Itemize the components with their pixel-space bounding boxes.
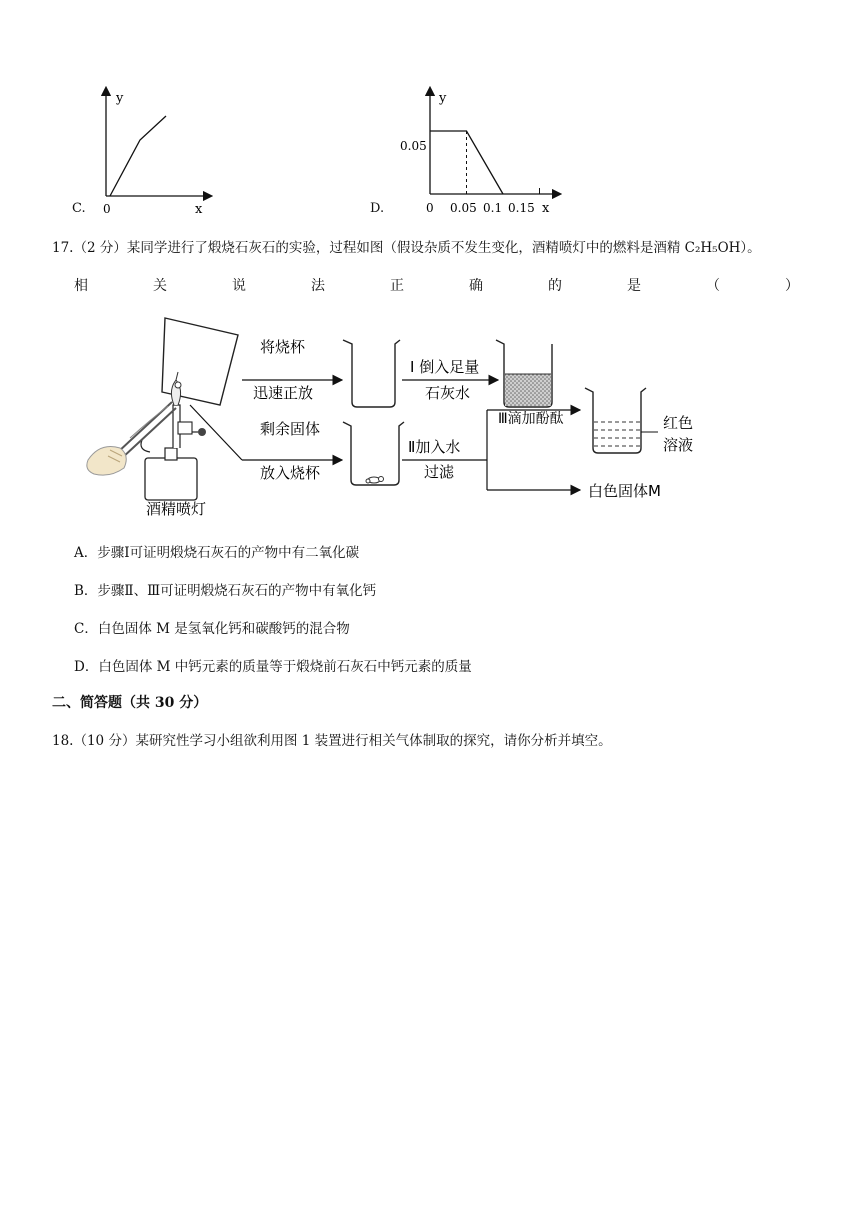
graph-c — [90, 85, 220, 220]
q17-answer-open-paren: （ — [706, 278, 720, 294]
q17-char: 确 — [469, 278, 483, 294]
q17-char: 关 — [153, 278, 167, 294]
label-white-solid: 白色固体M — [588, 482, 661, 500]
option-text: 白色固体 M 是氢氧化钙和碳酸钙的混合物 — [97, 621, 350, 637]
q17-answer-close-paren: ） — [785, 278, 799, 294]
q17-char: 正 — [390, 278, 404, 294]
graph-d — [395, 85, 565, 220]
empty-beaker — [343, 340, 400, 407]
q17-option-c[interactable] — [74, 617, 350, 637]
q17-char: 是 — [627, 278, 641, 294]
q17-char: 相 — [74, 278, 88, 294]
option-letter: D． — [74, 659, 99, 675]
q17-char: 说 — [232, 278, 246, 294]
option-text: 步骤Ⅱ、Ⅲ可证明煅烧石灰石的产物中有氧化钙 — [97, 583, 377, 599]
label-move-beaker: 将烧杯 — [260, 338, 306, 356]
label-step2: Ⅱ加入水 — [408, 438, 461, 456]
q17-stem-line1: 17.（2 分）某同学进行了煅烧石灰石的实验，过程如图（假设杂质不发生变化，酒精喷灯中的燃料是酒精 C₂H₅OH）。 — [52, 240, 761, 256]
q17-char: 法 — [311, 278, 325, 294]
label-step3: Ⅲ滴加酚酞 — [498, 411, 564, 427]
graph-c-origin: 0 — [103, 202, 111, 216]
label-red-2: 溶液 — [663, 436, 694, 454]
label-step1-b: 石灰水 — [425, 384, 471, 402]
graph-d-x-tick: 0.1 — [483, 201, 503, 215]
graph-c-x-label: x — [195, 202, 203, 217]
experiment-diagram — [80, 310, 720, 525]
label-red: 红色 — [663, 414, 694, 432]
label-move-beaker-2: 迅速正放 — [253, 384, 314, 402]
label-step1: Ⅰ 倒入足量 — [410, 358, 480, 376]
limewater-beaker — [496, 340, 552, 407]
graph-c-y-label: y — [116, 91, 124, 106]
q17-option-b[interactable] — [74, 579, 376, 599]
option-letter: B． — [74, 583, 98, 599]
graph-d-x-tick: 0.05 — [450, 201, 477, 215]
graph-d-x-tick: 0.15 — [508, 201, 535, 215]
filtrate-beaker — [585, 388, 646, 453]
graph-d-y-tick: 0.05 — [400, 139, 427, 153]
option-c-letter: C. — [72, 201, 86, 216]
label-alcohol-lamp: 酒精喷灯 — [146, 500, 207, 518]
label-step2-b: 过滤 — [424, 463, 455, 481]
residue-beaker — [343, 422, 404, 485]
q17-stem-line2 — [74, 276, 799, 296]
label-residue-2: 放入烧杯 — [260, 464, 321, 482]
q17-char: 的 — [548, 278, 562, 294]
option-letter: C． — [74, 621, 98, 637]
option-text: 白色固体 M 中钙元素的质量等于煅烧前石灰石中钙元素的质量 — [98, 659, 472, 675]
graph-d-y-label: y — [439, 91, 447, 106]
graph-d-x-label: x — [542, 201, 550, 216]
option-d-letter: D. — [370, 201, 385, 216]
q17-option-d[interactable] — [74, 655, 472, 675]
graph-d-origin: 0 — [426, 201, 434, 215]
q17-option-a[interactable] — [74, 541, 359, 561]
label-residue: 剩余固体 — [260, 420, 321, 438]
option-text: 步骤Ⅰ可证明煅烧石灰石的产物中有二氧化碳 — [97, 545, 360, 561]
hand-icon — [87, 447, 126, 476]
graph-c-line — [110, 116, 166, 196]
q18-stem: 18.（10 分）某研究性学习小组欲利用图 1 装置进行相关气体制取的探究，请你分析并填空。 — [52, 733, 612, 749]
option-letter: A． — [74, 545, 98, 561]
section-title: 二、简答题（共 30 分） — [52, 695, 208, 711]
